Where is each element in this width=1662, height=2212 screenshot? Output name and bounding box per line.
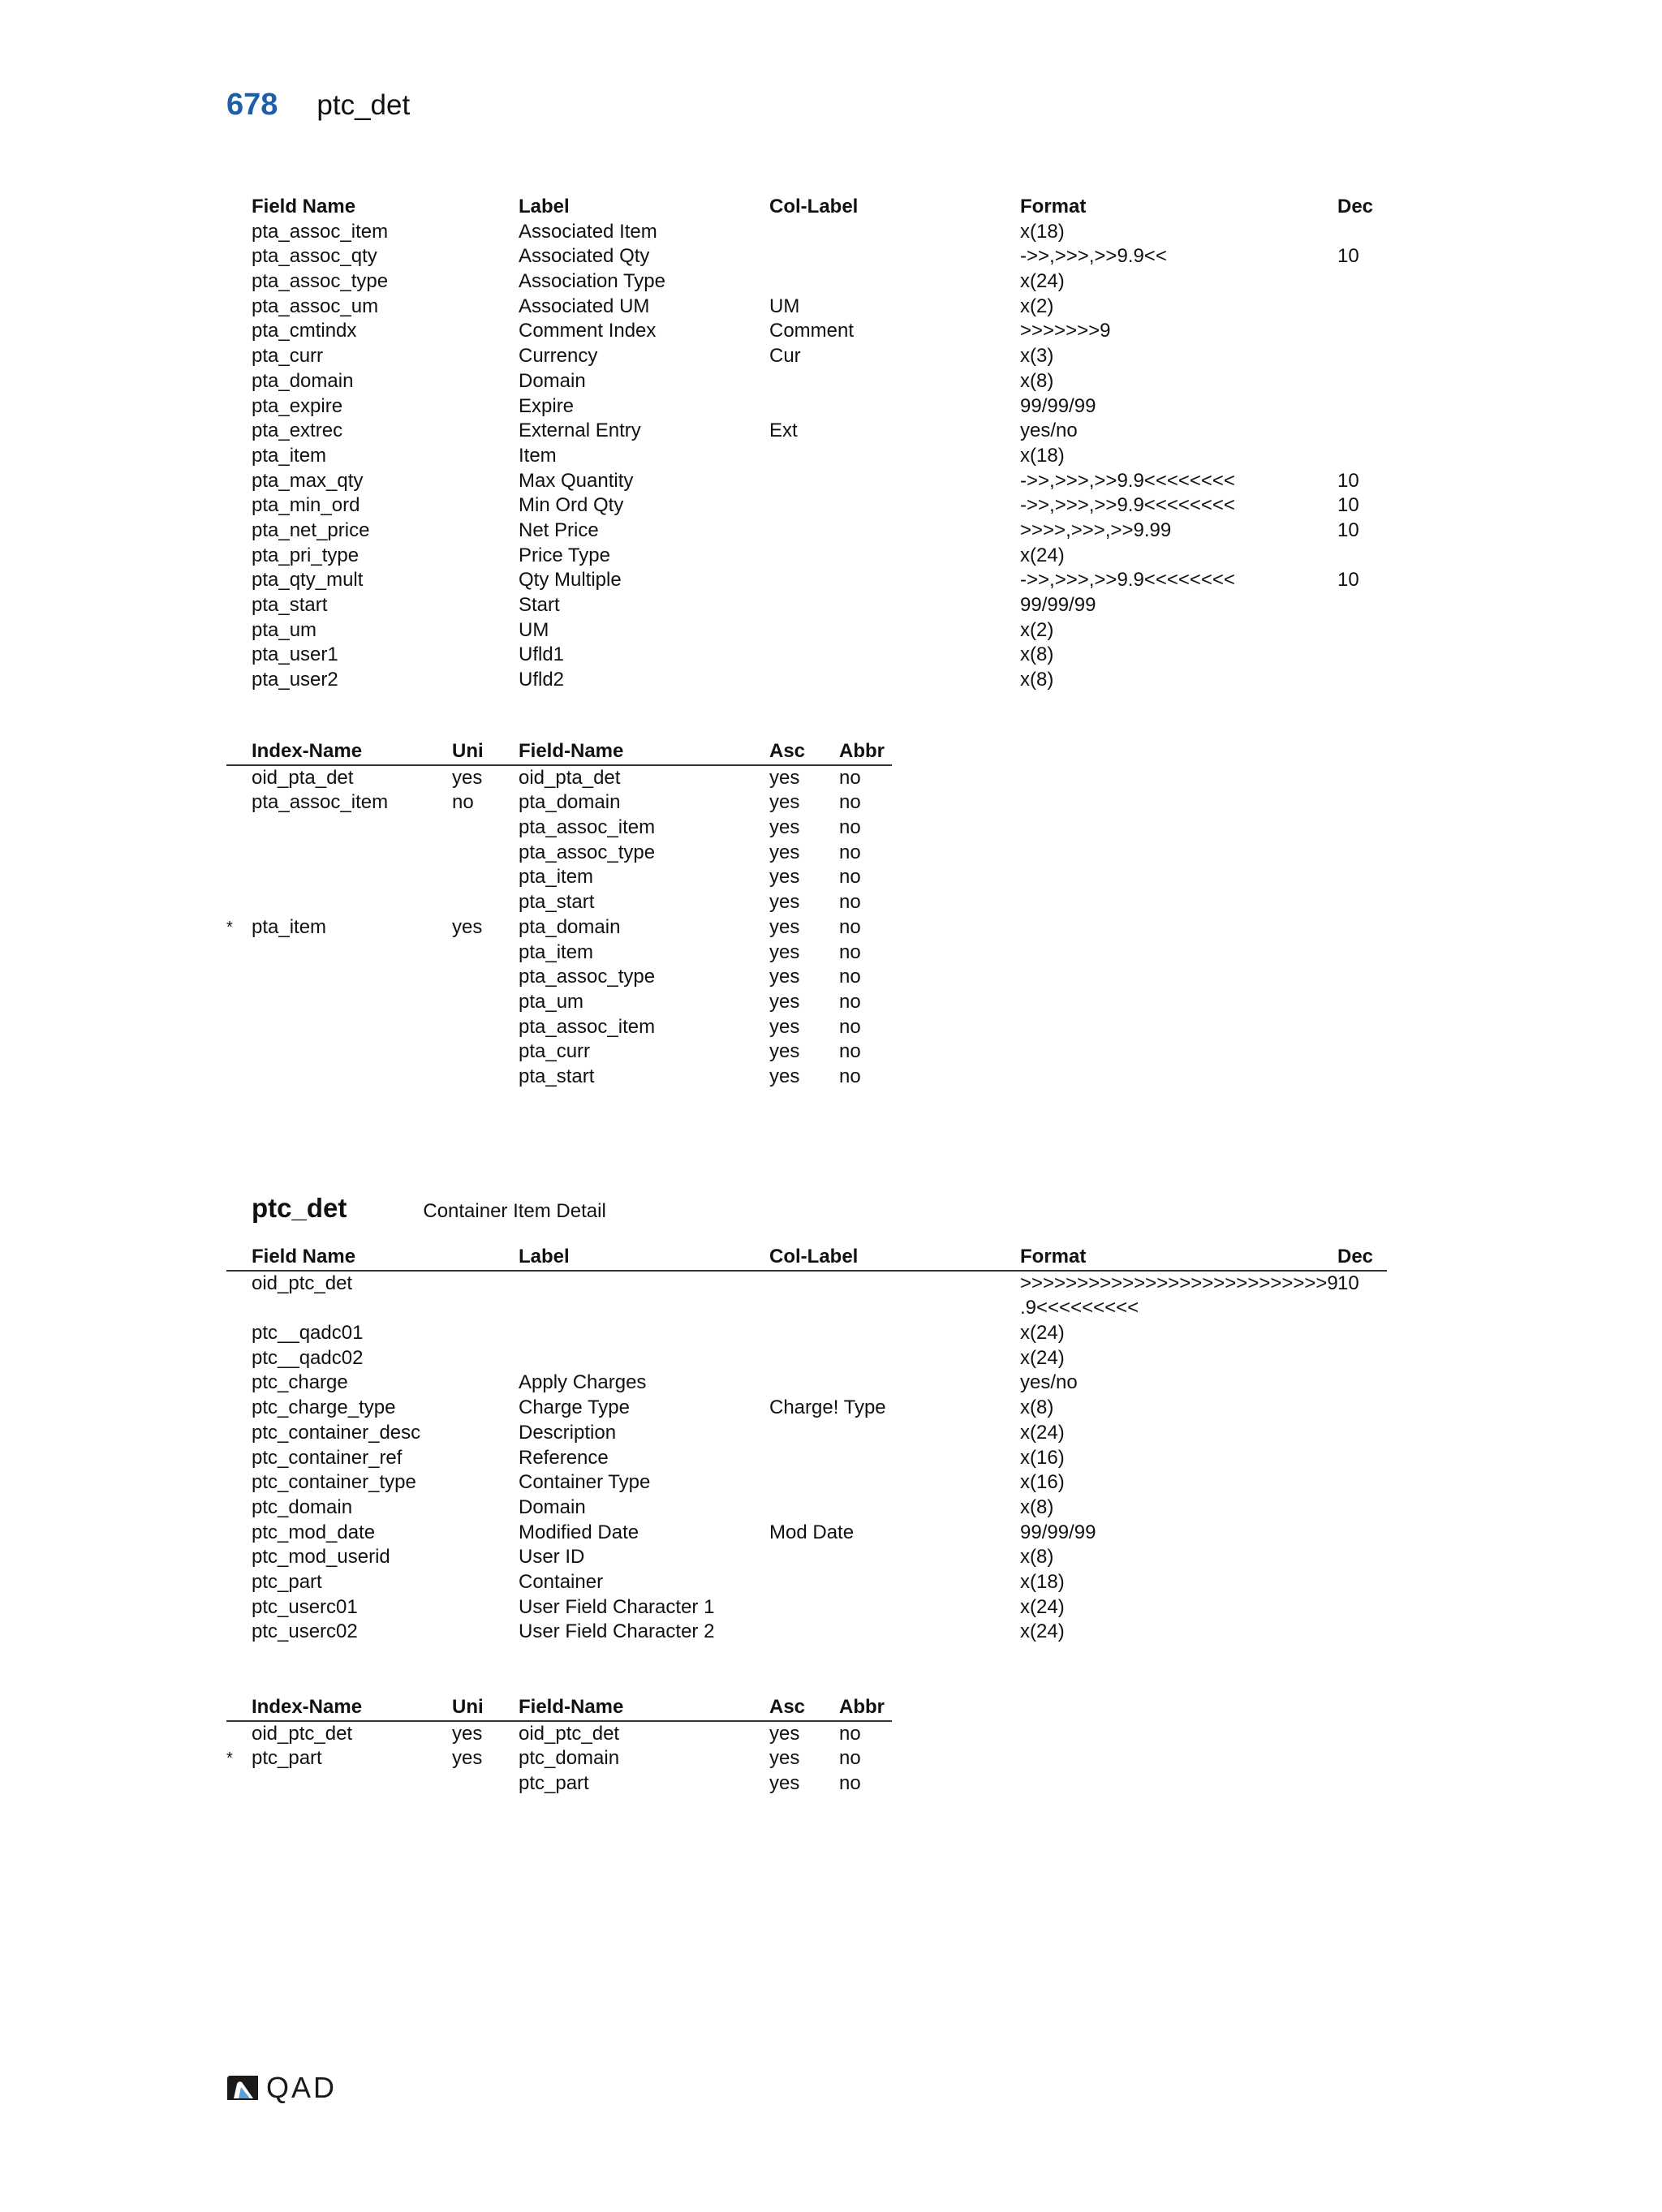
column-header-label: Label — [519, 196, 570, 217]
table-row — [226, 1722, 892, 1747]
table-row — [226, 295, 1387, 320]
table-row — [226, 1620, 1387, 1645]
label-cell: Price Type — [519, 544, 610, 566]
header-row — [226, 1695, 892, 1722]
table-row — [226, 1771, 892, 1797]
column-header-format: Format — [1020, 1246, 1087, 1267]
pta-field-table — [226, 195, 1387, 693]
table-row — [226, 544, 1387, 569]
asc-cell: yes — [769, 766, 800, 789]
field-name-cell: pta_curr — [519, 1040, 591, 1063]
field-name-cell: pta_assoc_item — [519, 816, 656, 839]
column-header-dec: Dec — [1337, 196, 1374, 217]
label-cell: Item — [519, 444, 557, 467]
dec-cell: 10 — [1337, 519, 1359, 541]
label-cell: Ufld2 — [519, 669, 565, 691]
format-cell: x(24) — [1020, 1346, 1065, 1369]
table-row — [226, 244, 1387, 269]
index-name-cell: oid_pta_det — [252, 766, 354, 789]
field-name-cell: ptc_charge_type — [252, 1396, 396, 1419]
column-header-asc: Asc — [769, 740, 806, 762]
field-name-cell: pta_qty_mult — [252, 569, 364, 592]
label-cell: Ufld1 — [519, 643, 565, 666]
field-name-cell: pta_assoc_type — [519, 841, 656, 863]
asc-cell: yes — [769, 1065, 800, 1087]
asc-cell: yes — [769, 816, 800, 839]
table-row — [226, 1746, 892, 1771]
asc-cell: yes — [769, 791, 800, 814]
abbr-cell: no — [839, 866, 861, 889]
table-row — [226, 519, 1387, 544]
table-row — [226, 394, 1387, 420]
label-cell: Net Price — [519, 519, 599, 541]
table-row — [226, 1321, 1387, 1346]
asc-cell: yes — [769, 966, 800, 988]
column-header-dec: Dec — [1337, 1246, 1374, 1267]
format-cell: x(8) — [1020, 1396, 1054, 1419]
table-row — [226, 1065, 892, 1090]
table-row — [226, 940, 892, 966]
asc-cell: yes — [769, 841, 800, 863]
index-name-cell: pta_assoc_item — [252, 791, 389, 814]
format-cell: x(18) — [1020, 220, 1065, 243]
abbr-cell: no — [839, 816, 861, 839]
table-row — [226, 1545, 1387, 1570]
column-header-abbr: Abbr — [839, 1696, 885, 1718]
table-row — [226, 990, 892, 1015]
field-name-cell: pta_pri_type — [252, 544, 360, 566]
field-name-cell: pta_item — [519, 940, 594, 963]
format-cell: x(8) — [1020, 369, 1054, 392]
format-cell: ->>,>>>,>>9.9<<<<<<<< — [1020, 569, 1235, 592]
field-name-cell: pta_min_ord — [252, 494, 360, 517]
field-name-cell: pta_expire — [252, 394, 343, 417]
label-cell: Expire — [519, 394, 575, 417]
format-cell: x(24) — [1020, 1620, 1065, 1643]
asc-cell: yes — [769, 915, 800, 938]
table-row — [226, 1346, 1387, 1371]
column-header-col-label: Col-Label — [769, 1246, 859, 1267]
column-header-col-label: Col-Label — [769, 196, 859, 217]
format-cell: x(24) — [1020, 1322, 1065, 1345]
field-name-cell: pta_start — [252, 594, 328, 616]
header-row — [226, 739, 892, 766]
label-cell: Max Quantity — [519, 469, 634, 492]
field-name-cell: ptc_domain — [519, 1747, 620, 1770]
field-name-cell: pta_extrec — [252, 420, 343, 442]
column-header-uni: Uni — [452, 1696, 484, 1718]
col-label-cell: Cur — [769, 345, 801, 368]
table-row — [226, 1495, 1387, 1521]
field-name-cell: ptc_userc02 — [252, 1620, 358, 1643]
table-row — [226, 1015, 892, 1040]
table-row — [226, 568, 1387, 593]
dec-cell: 10 — [1337, 494, 1359, 517]
table-row — [226, 790, 892, 816]
table-row — [226, 1421, 1387, 1446]
table-row — [226, 1039, 892, 1065]
label-cell: Modified Date — [519, 1521, 639, 1543]
format-cell: x(18) — [1020, 444, 1065, 467]
format-cell: yes/no — [1020, 420, 1078, 442]
col-label-cell: Comment — [769, 320, 855, 342]
field-name-cell: pta_net_price — [252, 519, 370, 541]
label-cell: External Entry — [519, 420, 641, 442]
page-number: 678 — [226, 88, 278, 122]
field-name-cell: pta_assoc_um — [252, 295, 379, 317]
table-row — [226, 668, 1387, 693]
table-row — [226, 1371, 1387, 1396]
asc-cell: yes — [769, 866, 800, 889]
field-name-cell: pta_domain — [519, 915, 621, 938]
field-name-cell: pta_domain — [519, 791, 621, 814]
table-row — [226, 220, 1387, 245]
table-row — [226, 344, 1387, 369]
uni-cell: yes — [452, 915, 483, 938]
index-name-cell: pta_item — [252, 915, 327, 938]
field-name-cell: ptc_container_ref — [252, 1446, 403, 1469]
label-cell: Association Type — [519, 270, 665, 293]
field-name-cell: pta_max_qty — [252, 469, 364, 492]
qad-logo-icon — [226, 2074, 260, 2102]
field-name-cell: ptc_container_desc — [252, 1421, 421, 1444]
column-header-asc: Asc — [769, 1696, 806, 1718]
abbr-cell: no — [839, 1065, 861, 1087]
format-cell: ->>,>>>,>>9.9<<<<<<<< — [1020, 494, 1235, 517]
format-cell: x(24) — [1020, 544, 1065, 566]
label-cell: User ID — [519, 1546, 585, 1569]
format-cell: >>>>>>>9 — [1020, 320, 1111, 342]
table-row — [226, 1470, 1387, 1495]
col-label-cell: Mod Date — [769, 1521, 855, 1543]
field-name-cell: pta_item — [252, 444, 327, 467]
primary-marker-cell: * — [226, 918, 233, 936]
label-cell: User Field Character 2 — [519, 1620, 715, 1643]
table-row — [226, 1446, 1387, 1471]
ptc-index-table — [226, 1695, 892, 1797]
label-cell: Description — [519, 1421, 617, 1444]
format-cell: x(24) — [1020, 270, 1065, 293]
label-cell: Container Type — [519, 1471, 651, 1494]
format-cell: ->>,>>>,>>9.9<<<<<<<< — [1020, 469, 1235, 492]
table-name: ptc_det — [252, 1193, 347, 1223]
column-header-index-name: Index-Name — [252, 1696, 363, 1718]
format-cell: yes/no — [1020, 1371, 1078, 1394]
table-row — [226, 444, 1387, 469]
table-row — [226, 1296, 1387, 1321]
field-name-cell: pta_user2 — [252, 669, 338, 691]
asc-cell: yes — [769, 891, 800, 914]
table-row — [226, 865, 892, 890]
header-row — [226, 195, 1387, 220]
abbr-cell: no — [839, 966, 861, 988]
field-name-cell: pta_domain — [252, 369, 354, 392]
format-cell: 99/99/99 — [1020, 594, 1096, 616]
label-cell: Start — [519, 594, 560, 616]
label-cell: Domain — [519, 369, 586, 392]
asc-cell: yes — [769, 940, 800, 963]
label-cell: Qty Multiple — [519, 569, 622, 592]
field-name-cell: oid_ptc_det — [252, 1272, 353, 1294]
col-label-cell: Ext — [769, 420, 798, 442]
label-cell: Min Ord Qty — [519, 494, 624, 517]
table-row — [226, 1595, 1387, 1620]
field-name-cell: pta_user1 — [252, 643, 338, 666]
format-cell: x(16) — [1020, 1471, 1065, 1494]
label-cell: Reference — [519, 1446, 609, 1469]
label-cell: Comment Index — [519, 320, 657, 342]
field-name-cell: pta_start — [519, 1065, 595, 1087]
table-row — [226, 890, 892, 915]
asc-cell: yes — [769, 1772, 800, 1795]
dec-cell: 10 — [1337, 469, 1359, 492]
format-cell: 99/99/99 — [1020, 394, 1096, 417]
field-name-cell: ptc_mod_date — [252, 1521, 376, 1543]
format-cell: .9<<<<<<<<< — [1020, 1297, 1139, 1319]
asc-cell: yes — [769, 1747, 800, 1770]
label-cell: Associated UM — [519, 295, 650, 317]
abbr-cell: no — [839, 1015, 861, 1038]
label-cell: Charge Type — [519, 1396, 630, 1419]
asc-cell: yes — [769, 1040, 800, 1063]
uni-cell: no — [452, 791, 474, 814]
abbr-cell: no — [839, 841, 861, 863]
column-header-abbr: Abbr — [839, 740, 885, 762]
dec-cell: 10 — [1337, 1272, 1359, 1294]
column-header-index-name: Index-Name — [252, 740, 363, 762]
format-cell: x(2) — [1020, 295, 1054, 317]
format-cell: >>>>,>>>,>>9.99 — [1020, 519, 1172, 541]
format-cell: x(3) — [1020, 345, 1054, 368]
field-name-cell: oid_pta_det — [519, 766, 621, 789]
field-name-cell: pta_assoc_item — [519, 1015, 656, 1038]
table-row — [226, 618, 1387, 643]
table-row — [226, 369, 1387, 394]
table-row — [226, 841, 892, 866]
column-header-field-name: Field-Name — [519, 740, 624, 762]
field-name-cell: ptc_mod_userid — [252, 1546, 390, 1569]
field-name-cell: ptc_charge — [252, 1371, 348, 1394]
column-header-label: Label — [519, 1246, 570, 1267]
abbr-cell: no — [839, 1040, 861, 1063]
abbr-cell: no — [839, 1772, 861, 1795]
table-row — [226, 816, 892, 841]
asc-cell: yes — [769, 1722, 800, 1745]
table-row — [226, 419, 1387, 444]
label-cell: User Field Character 1 — [519, 1595, 715, 1618]
field-name-cell: ptc_part — [519, 1772, 589, 1795]
table-row — [226, 766, 892, 791]
field-name-cell: pta_assoc_qty — [252, 245, 377, 268]
table-row — [226, 1570, 1387, 1595]
column-header-format: Format — [1020, 196, 1087, 217]
primary-marker-cell: * — [226, 1749, 233, 1768]
format-cell: x(2) — [1020, 618, 1054, 641]
table-row — [226, 469, 1387, 494]
column-header-field-name: Field Name — [252, 1246, 356, 1267]
abbr-cell: no — [839, 891, 861, 914]
field-name-cell: pta_curr — [252, 345, 324, 368]
field-name-cell: pta_cmtindx — [252, 320, 357, 342]
table-row — [226, 319, 1387, 344]
field-name-cell: ptc__qadc01 — [252, 1322, 364, 1345]
section-title — [252, 1193, 606, 1224]
column-header-uni: Uni — [452, 740, 484, 762]
field-name-cell: pta_um — [519, 990, 584, 1013]
abbr-cell: no — [839, 791, 861, 814]
pta-index-table — [226, 739, 892, 1090]
dec-cell: 10 — [1337, 245, 1359, 268]
table-row — [226, 1272, 1387, 1297]
table-row — [226, 915, 892, 940]
field-name-cell: ptc_domain — [252, 1495, 353, 1518]
field-name-cell: pta_start — [519, 891, 595, 914]
format-cell: x(8) — [1020, 669, 1054, 691]
format-cell: 99/99/99 — [1020, 1521, 1096, 1543]
qad-logo — [226, 2071, 337, 2105]
header-row — [226, 1245, 1387, 1272]
table-row — [226, 1521, 1387, 1546]
label-cell: Associated Qty — [519, 245, 650, 268]
format-cell: >>>>>>>>>>>>>>>>>>>>>>>>>>>9 — [1020, 1272, 1338, 1294]
table-row — [226, 593, 1387, 618]
format-cell: x(8) — [1020, 643, 1054, 666]
col-label-cell: UM — [769, 295, 800, 317]
format-cell: x(8) — [1020, 1546, 1054, 1569]
index-name-cell: ptc_part — [252, 1747, 322, 1770]
label-cell: Currency — [519, 345, 598, 368]
column-header-field-name: Field Name — [252, 196, 356, 217]
table-row — [226, 643, 1387, 668]
page-header — [226, 88, 410, 123]
page-title: ptc_det — [316, 89, 411, 121]
label-cell: Domain — [519, 1495, 586, 1518]
format-cell: x(24) — [1020, 1421, 1065, 1444]
field-name-cell: pta_um — [252, 618, 317, 641]
abbr-cell: no — [839, 915, 861, 938]
format-cell: ->>,>>>,>>9.9<< — [1020, 245, 1167, 268]
field-name-cell: ptc_part — [252, 1570, 322, 1593]
asc-cell: yes — [769, 990, 800, 1013]
format-cell: x(16) — [1020, 1446, 1065, 1469]
abbr-cell: no — [839, 990, 861, 1013]
field-name-cell: ptc_userc01 — [252, 1595, 358, 1618]
column-header-field-name: Field-Name — [519, 1696, 624, 1718]
uni-cell: yes — [452, 1747, 483, 1770]
logo-text: QAD — [266, 2071, 338, 2104]
field-name-cell: pta_assoc_item — [252, 220, 389, 243]
table-row — [226, 965, 892, 990]
label-cell: Container — [519, 1570, 604, 1593]
abbr-cell: no — [839, 940, 861, 963]
table-row — [226, 493, 1387, 519]
table-row — [226, 269, 1387, 295]
label-cell: Apply Charges — [519, 1371, 647, 1394]
ptc-field-table — [226, 1245, 1387, 1645]
abbr-cell: no — [839, 766, 861, 789]
label-cell: UM — [519, 618, 549, 641]
uni-cell: yes — [452, 766, 483, 789]
field-name-cell: pta_assoc_type — [252, 270, 389, 293]
field-name-cell: pta_item — [519, 866, 594, 889]
table-row — [226, 1396, 1387, 1421]
format-cell: x(24) — [1020, 1595, 1065, 1618]
field-name-cell: ptc__qadc02 — [252, 1346, 364, 1369]
col-label-cell: Charge! Type — [769, 1396, 886, 1419]
label-cell: Associated Item — [519, 220, 657, 243]
field-name-cell: ptc_container_type — [252, 1471, 416, 1494]
field-name-cell: oid_ptc_det — [519, 1722, 620, 1745]
format-cell: x(8) — [1020, 1495, 1054, 1518]
dec-cell: 10 — [1337, 569, 1359, 592]
format-cell: x(18) — [1020, 1570, 1065, 1593]
asc-cell: yes — [769, 1015, 800, 1038]
field-name-cell: pta_assoc_type — [519, 966, 656, 988]
uni-cell: yes — [452, 1722, 483, 1745]
abbr-cell: no — [839, 1722, 861, 1745]
abbr-cell: no — [839, 1747, 861, 1770]
index-name-cell: oid_ptc_det — [252, 1722, 353, 1745]
table-description: Container Item Detail — [423, 1200, 606, 1222]
